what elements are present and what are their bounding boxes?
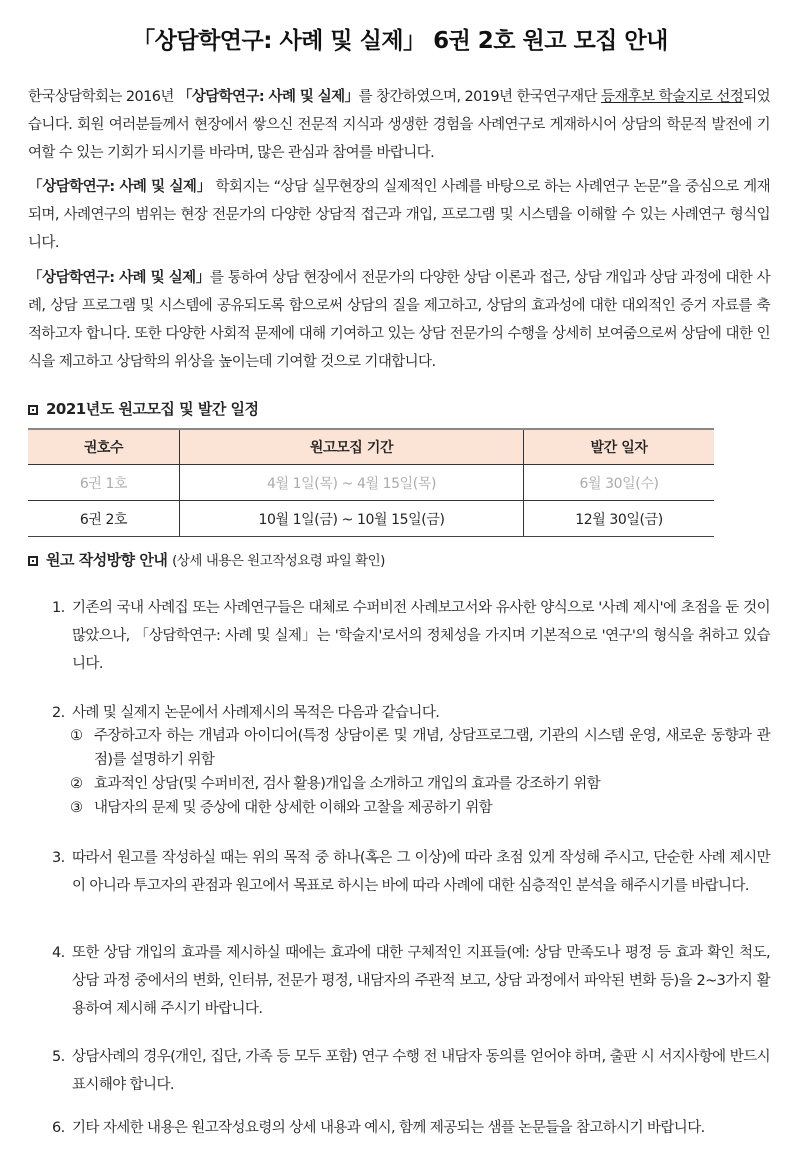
table-row	[28, 501, 714, 537]
intro-paragraph-1	[28, 83, 770, 167]
purpose-item	[70, 772, 770, 796]
schedule-heading	[28, 398, 259, 419]
item-text: 효과적인 상담(및 수퍼비전, 검사 활용)개입을 소개하고 개입의 효과를 강조하기 위함	[94, 776, 601, 792]
accreditation-text: 등재후보 학술지로 선정	[601, 89, 744, 105]
item-text: 내담자의 문제 및 증상에 대한 상세한 이해와 고찰을 제공하기 위함	[94, 800, 493, 816]
table-cell: 6월 30일(수)	[524, 465, 715, 501]
purpose-item	[70, 724, 770, 772]
journal-name: 「상담학연구: 사례 및 실제」	[177, 89, 359, 105]
table-cell: 6권 2호	[28, 501, 180, 537]
item-number: 5.	[52, 1049, 65, 1065]
journal-name: 「상담학연구: 사례 및 실제」	[28, 179, 212, 195]
item-number: 6.	[52, 1120, 65, 1136]
item-number: 2.	[52, 705, 65, 721]
text: 되었습니다. 회원 여러분들께서 현장에서 쌓으신 전문적 지식과 생생한 경험을 사례연구로 게재하시어 상담의 학문적 발전에 기여할 수 있는 기회가 되시기를 바라며, 많은 관심과 참여를 바랍니다.	[28, 89, 771, 161]
text: 를 통하여 상담 현장에서 전문가의 다양한 상담 이론과 접근, 상담 개입과 상담 과정에 대한 사례, 상담 프로그램 및 시스템에 공유되도록 함으로써 상담의 질을 제고하고, 상담의 효과성에 대한 대외적인 증거 자료를 축적하고자 합니다. 또한 다양한 사회적 문제에 대해 기여하고 있는 상담 전문가의 수행을 상세히 보여줌으로써 상담에 대한 인식을 제고하고 상담학의 위상을 높이는데 기여할 것으로 기대합니다.	[28, 270, 770, 370]
heading-text: 원고 작성방향 안내	[46, 551, 168, 569]
item-text: 기타 자세한 내용은 원고작성요령의 상세 내용과 예시, 함께 제공되는 샘플 논문들을 참고하시기 바랍니다.	[72, 1120, 705, 1136]
text: 학회지는 “상담 실무현장의 실제적인 사례를 바탕으로 하는 사례연구 논문”을 중심으로 게재되며, 사례연구의 범위는 현장 전문가의 다양한 상담적 접근과 개입, 프로그램 및 시스템을 이해할 수 있는 사례연구 형식입니다.	[28, 179, 770, 251]
table-cell: 10월 1일(금) ~ 10월 15일(금)	[180, 501, 524, 537]
guide-item	[52, 1043, 770, 1099]
heading-text: 2021년도 원고모집 및 발간 일정	[46, 400, 259, 418]
column-header: 권호수	[28, 429, 180, 465]
table-cell: 12월 30일(금)	[524, 501, 715, 537]
item-text: 또한 상담 개입의 효과를 제시하실 때에는 효과에 대한 구체적인 지표들(예: 상담 만족도나 평정 등 효과 확인 척도, 상담 과정 중에서의 변화, 인터뷰, 전문가 평정, 내담자의 주관적 보고, 상담 과정에서 파악된 변화 등)을 2~3가지 활용하여 제시해 주시기 바랍니다.	[72, 945, 770, 1017]
guide-item	[52, 939, 770, 1023]
page-title: 「상담학연구: 사례 및 실제」 6권 2호 원고 모집 안내	[132, 28, 668, 54]
journal-name: 「상담학연구: 사례 및 실제」	[28, 270, 211, 286]
table-row	[28, 465, 714, 501]
guide-item	[52, 594, 770, 678]
item-text: 따라서 원고를 작성하실 때는 위의 목적 중 하나(혹은 그 이상)에 따라 초점 있게 작성해 주시고, 단순한 사례 제시만이 아니라 투고자의 관점과 원고에서 목표로 하시는 바에 따라 사례에 대한 심층적인 분석을 해주시기를 바랍니다.	[72, 850, 770, 894]
text: 한국상담학회는 2016년	[28, 89, 178, 105]
table-cell: 6권 1호	[28, 465, 180, 501]
guide-item	[52, 1114, 770, 1142]
item-text: 주장하고자 하는 개념과 아이디어(특정 상담이론 및 개념, 상담프로그램, 기관의 시스템 운영, 새로운 동향과 관점)를 설명하기 위함	[94, 728, 770, 768]
text: 를 창간하였으며, 2019년 한국연구재단	[358, 89, 601, 105]
square-bullet-icon	[28, 405, 38, 415]
item-number: ③	[70, 800, 83, 816]
intro-paragraph-2	[28, 173, 770, 257]
item-number: ①	[70, 728, 83, 744]
square-bullet-icon	[28, 556, 38, 566]
schedule-table	[28, 428, 714, 537]
heading-note: (상세 내용은 원고작성요령 파일 확인)	[172, 553, 385, 569]
item-number: 4.	[52, 945, 65, 961]
item-number: 1.	[52, 600, 65, 616]
table-header-row	[28, 429, 714, 465]
item-text: 사례 및 실제지 논문에서 사례제시의 목적은 다음과 같습니다.	[72, 705, 440, 721]
table-cell: 4월 1일(목) ~ 4월 15일(목)	[180, 465, 524, 501]
item-number: ②	[70, 776, 83, 792]
item-text: 상담사례의 경우(개인, 집단, 가족 등 모두 포함) 연구 수행 전 내담자 동의를 얻어야 하며, 출판 시 서지사항에 반드시 표시해야 합니다.	[72, 1049, 770, 1093]
column-header: 발간 일자	[524, 429, 715, 465]
guide-item	[52, 699, 770, 727]
guide-heading	[28, 549, 385, 570]
item-number: 3.	[52, 850, 65, 866]
purpose-item	[70, 796, 770, 820]
item-text: 기존의 국내 사례집 또는 사례연구들은 대체로 수퍼비전 사례보고서와 유사한 양식으로 '사례 제시'에 초점을 둔 것이 많았으나, 「상담학연구: 사례 및 실제」는 '학술지'로서의 정체성을 가지며 기본적으로 '연구'의 형식을 취하고 있습니다.	[72, 600, 770, 672]
guide-item	[52, 844, 770, 900]
intro-paragraph-3	[28, 264, 770, 376]
column-header: 원고모집 기간	[180, 429, 524, 465]
